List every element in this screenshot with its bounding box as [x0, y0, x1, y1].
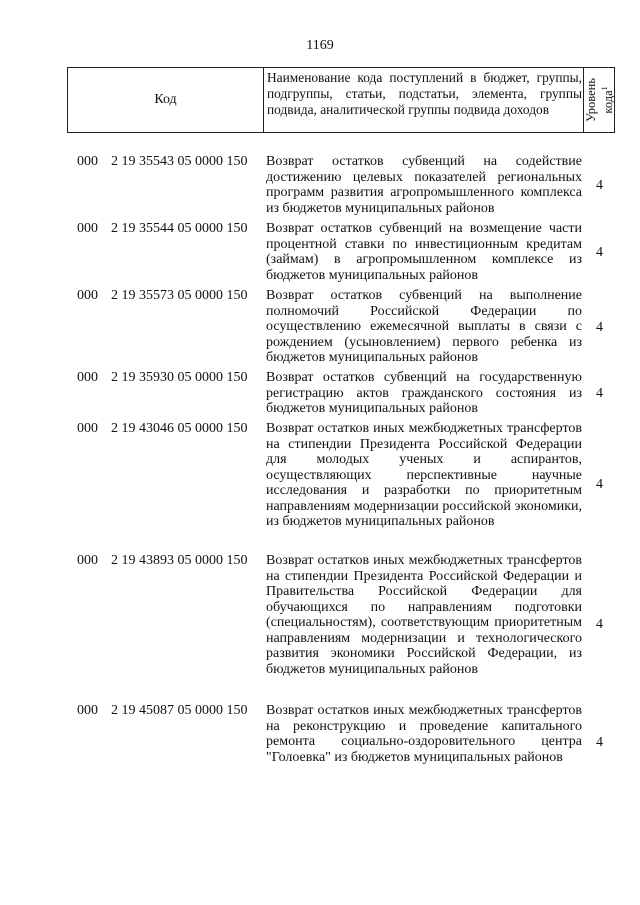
row-code: 2 19 45087 05 0000 150 [111, 703, 248, 718]
row-level: 4 [596, 386, 603, 401]
row-name: Возврат остатков субвенций на содействие достижению целевых показателей региональных программ развития агропромышленного комплекса из бюджетов муниципальных районов [266, 154, 582, 216]
row-name: Возврат остатков субвенций на выполнение полномочий Российской Федерации по осуществлению ежемесячной выплаты в связи с рождением (усыновлением) первого ребенка из бюджетов муниципальных районов [266, 288, 582, 365]
page-number: 1169 [306, 38, 334, 53]
row-admin-code: 000 [77, 553, 98, 568]
row-code: 2 19 35544 05 0000 150 [111, 221, 248, 236]
row-name: Возврат остатков иных межбюджетных трансфертов на стипендии Президента Российской Федерации для молодых ученых и аспирантов, осуществляющих перспективные научные исследования и разработки по приоритетным направлениям модернизации российской экономики, из бюджетов муниципальных районов [266, 421, 582, 529]
row-admin-code: 000 [77, 703, 98, 718]
row-admin-code: 000 [77, 221, 98, 236]
row-level: 4 [596, 477, 603, 492]
header-name: Наименование кода поступлений в бюджет, группы, подгруппы, статьи, подстатьи, элемента, группы подвида, аналитической группы подвида доходов [267, 70, 582, 117]
row-code: 2 19 35930 05 0000 150 [111, 370, 248, 385]
row-admin-code: 000 [77, 288, 98, 303]
row-code: 2 19 35573 05 0000 150 [111, 288, 248, 303]
row-code: 2 19 43893 05 0000 150 [111, 553, 248, 568]
header-level-footnote: 1 [599, 86, 609, 91]
row-name: Возврат остатков иных межбюджетных трансфертов на стипендии Президента Российской Федерации и Правительства Российской Федерации для обучающихся по направлениям подготовки (специальностям), соответствующим приоритетным направлениям модернизации и технологического развития экономики Российской Федерации, из бюджетов муниципальных районов [266, 553, 582, 677]
row-level: 4 [596, 617, 603, 632]
header-divider [263, 68, 264, 132]
row-code: 2 19 43046 05 0000 150 [111, 421, 248, 436]
row-admin-code: 000 [77, 370, 98, 385]
header-code: Код [154, 92, 177, 107]
row-name: Возврат остатков субвенций на государственную регистрацию актов гражданского состояния из бюджетов муниципальных районов [266, 370, 582, 416]
row-name: Возврат остатков иных межбюджетных трансфертов на реконструкцию и проведение капитального ремонта социально-оздоровительного центра "Голоевка" из бюджетов муниципальных районов [266, 703, 582, 765]
row-code: 2 19 35543 05 0000 150 [111, 154, 248, 169]
table-header [67, 67, 615, 133]
row-admin-code: 000 [77, 154, 98, 169]
row-level: 4 [596, 320, 603, 335]
header-level-text [584, 69, 614, 131]
header-level-label: Уровень кода [583, 77, 615, 123]
row-level: 4 [596, 245, 603, 260]
row-admin-code: 000 [77, 421, 98, 436]
row-level: 4 [596, 735, 603, 750]
row-level: 4 [596, 178, 603, 193]
header-level [583, 68, 616, 132]
row-name: Возврат остатков субвенций на возмещение части процентной ставки по инвестиционным кредитам (займам) в агропромышленном комплексе из бюджетов муниципальных районов [266, 221, 582, 283]
